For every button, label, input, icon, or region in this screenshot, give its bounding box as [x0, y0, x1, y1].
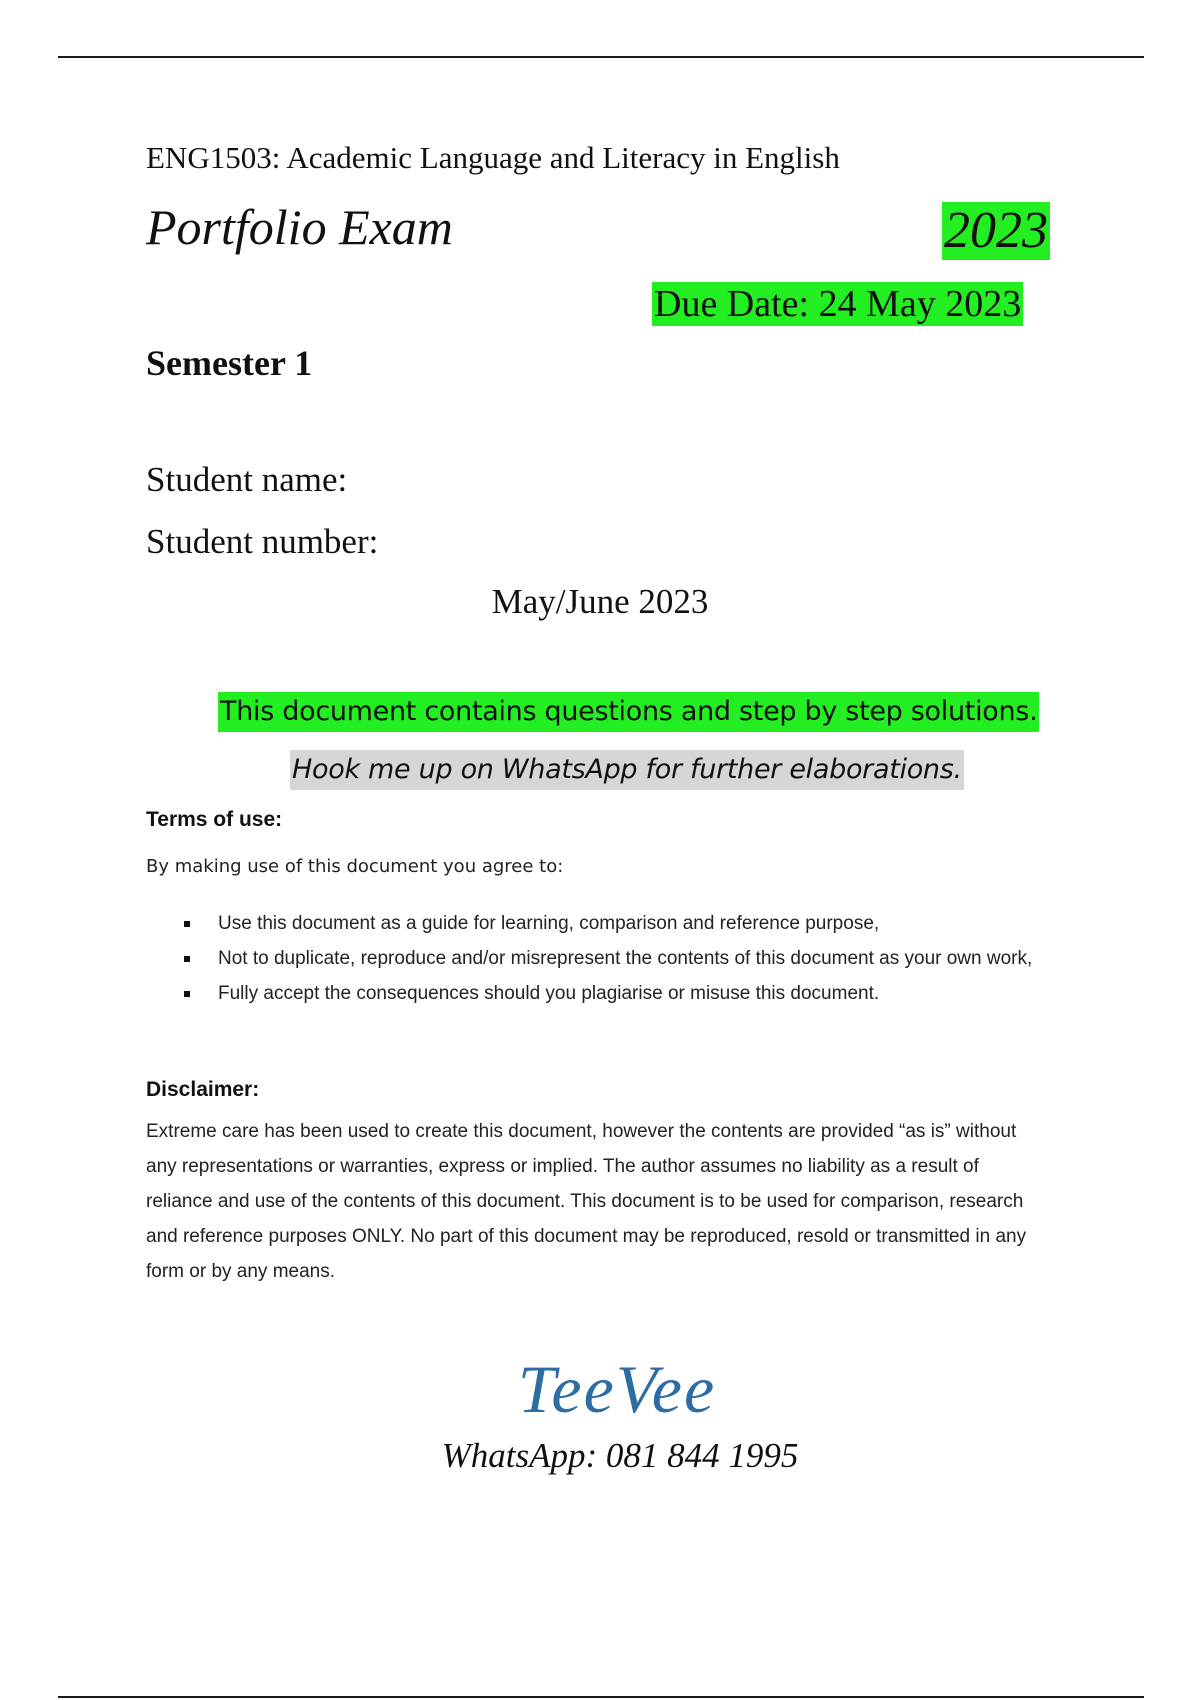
terms-item-text: Use this document as a guide for learning, comparison and reference purpose, [218, 913, 880, 934]
year-badge: 2023 [944, 202, 1048, 259]
list-item [146, 906, 1046, 941]
terms-item-text: Not to duplicate, reproduce and/or misrepresent the contents of this document as your own work, [218, 948, 1033, 969]
list-item [146, 941, 1046, 976]
terms-intro: By making use of this document you agree to: [146, 856, 564, 877]
top-rule [58, 56, 1144, 58]
exam-period: May/June 2023 [491, 582, 709, 621]
page-title: Portfolio Exam [146, 199, 453, 255]
bullet-icon [184, 921, 190, 927]
whatsapp-contact: WhatsApp: 081 844 1995 [441, 1436, 799, 1475]
student-number-label: Student number: [146, 522, 379, 561]
semester-label: Semester 1 [146, 343, 313, 383]
brand-name: TeeVee [517, 1351, 717, 1427]
terms-heading: Terms of use: [146, 808, 283, 831]
due-date: Due Date: 24 May 2023 [654, 283, 1022, 325]
bottom-rule [58, 1696, 1144, 1698]
course-title: ENG1503: Academic Language and Literacy in English [146, 140, 840, 175]
terms-list [146, 906, 1046, 1011]
disclaimer-text: Extreme care has been used to create this document, however the contents are provided “as is” without any representations or warranties, express or implied. The author assumes no liability as a result of reliance and use of the contents of this document. This document is to be used for comparison, research and reference purposes ONLY. No part of this document may be reproduced, resold or transmitted in any form or by any means. [146, 1121, 1027, 1282]
disclaimer-heading: Disclaimer: [146, 1078, 260, 1101]
terms-item-text: Fully accept the consequences should you plagiarise or misuse this document. [218, 983, 880, 1004]
title-row [146, 198, 1050, 268]
whatsapp-notice: Hook me up on WhatsApp for further elaborations. [290, 750, 964, 790]
bullet-icon [184, 991, 190, 997]
list-item [146, 976, 1046, 1011]
bullet-icon [184, 956, 190, 962]
student-name-label: Student name: [146, 460, 348, 499]
contains-notice: This document contains questions and step by step solutions. [218, 692, 1039, 732]
